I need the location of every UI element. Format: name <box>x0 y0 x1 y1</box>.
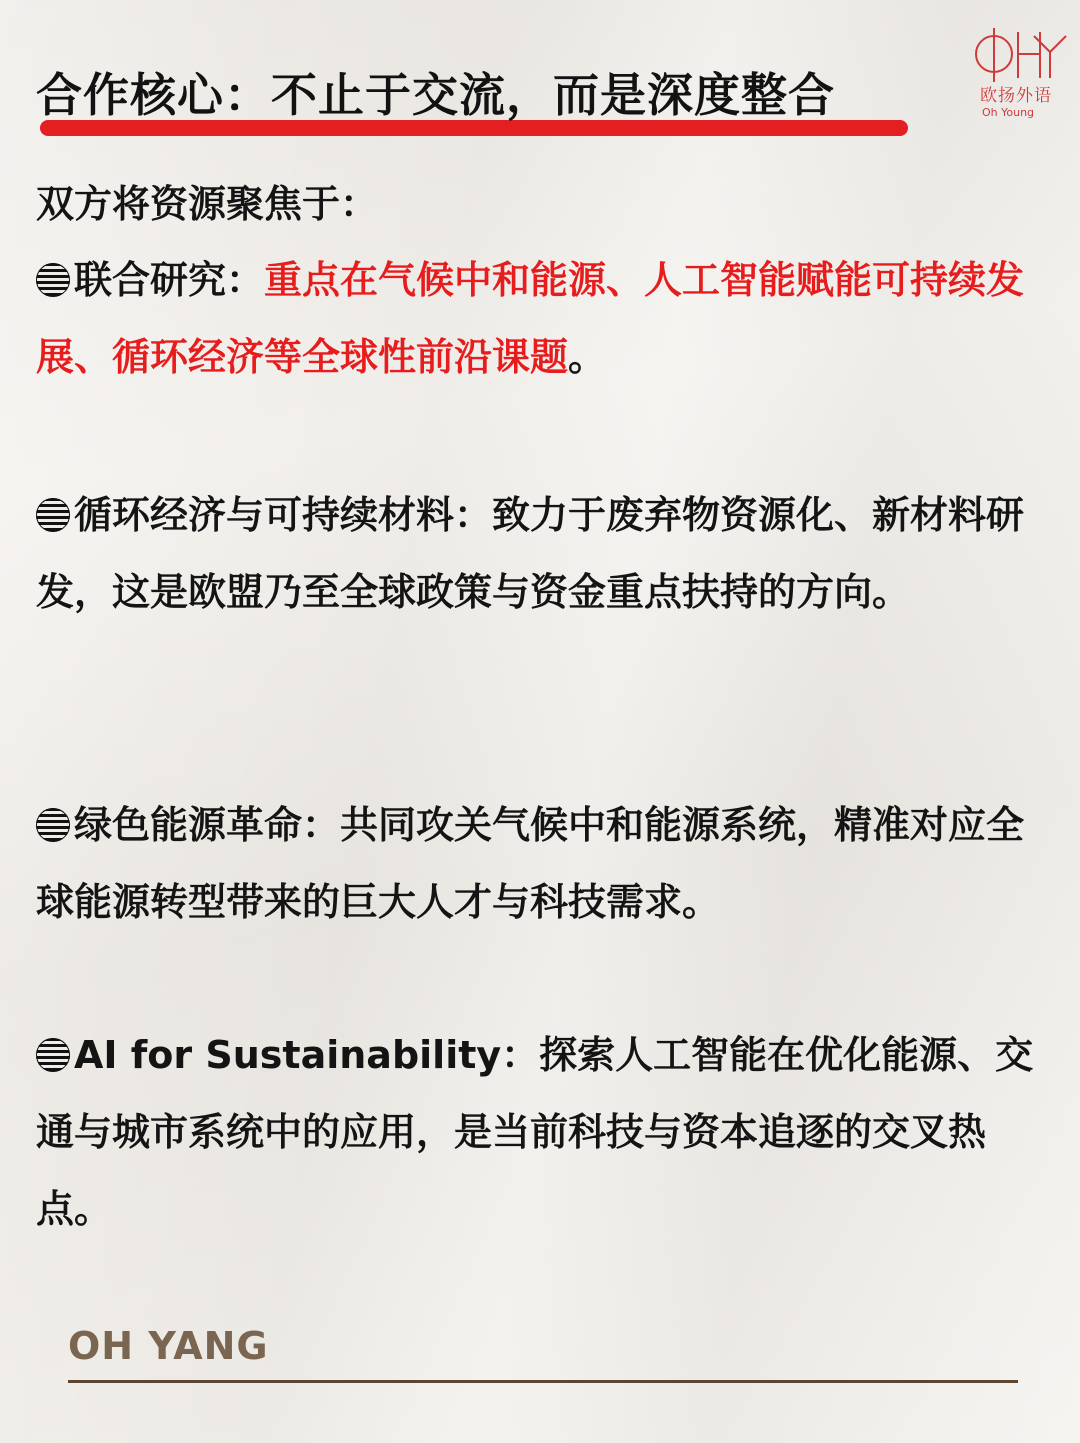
item-text: 致力于废弃物资源化、新材料研发，这是欧盟乃至全球政策与资金重点扶持的方向。 <box>36 493 1025 614</box>
page-title: 合作核心：不止于交流，而是深度整合 <box>36 68 835 122</box>
item-label: 绿色能源革命： <box>74 803 341 847</box>
item-label: AI for Sustainability： <box>74 1033 540 1077</box>
striped-circle-icon <box>36 263 70 297</box>
logo-english-name: Oh Young <box>982 106 1035 119</box>
list-item <box>36 787 1036 941</box>
item-text: 共同攻关气候中和能源系统，精准对应全球能源转型带来的巨大人才与科技需求。 <box>36 803 1025 924</box>
list-item <box>36 1017 1036 1248</box>
list-item <box>36 477 1036 631</box>
list-item <box>36 242 1036 396</box>
item-text: 探索人工智能在优化能源、交通与城市系统中的应用，是当前科技与资本追逐的交叉热点。 <box>36 1033 1034 1231</box>
item-label: 联合研究： <box>74 258 265 302</box>
striped-circle-icon <box>36 1038 70 1072</box>
striped-circle-icon <box>36 498 70 532</box>
intro-text: 双方将资源聚焦于： <box>36 182 379 226</box>
item-highlight: 重点在气候中和能源、人工智能赋能可持续发展、循环经济等全球性前沿课题 <box>36 258 1025 379</box>
brand-logo <box>970 22 1070 126</box>
ohy-logo-icon <box>970 22 1070 86</box>
footer-divider <box>68 1380 1018 1383</box>
item-text: 。 <box>568 335 607 379</box>
title-block <box>36 64 916 144</box>
footer-brand: OH YANG <box>68 1324 269 1368</box>
logo-chinese-name: 欧扬外语 <box>980 86 1052 106</box>
striped-circle-icon <box>36 808 70 842</box>
item-label: 循环经济与可持续材料： <box>74 493 493 537</box>
